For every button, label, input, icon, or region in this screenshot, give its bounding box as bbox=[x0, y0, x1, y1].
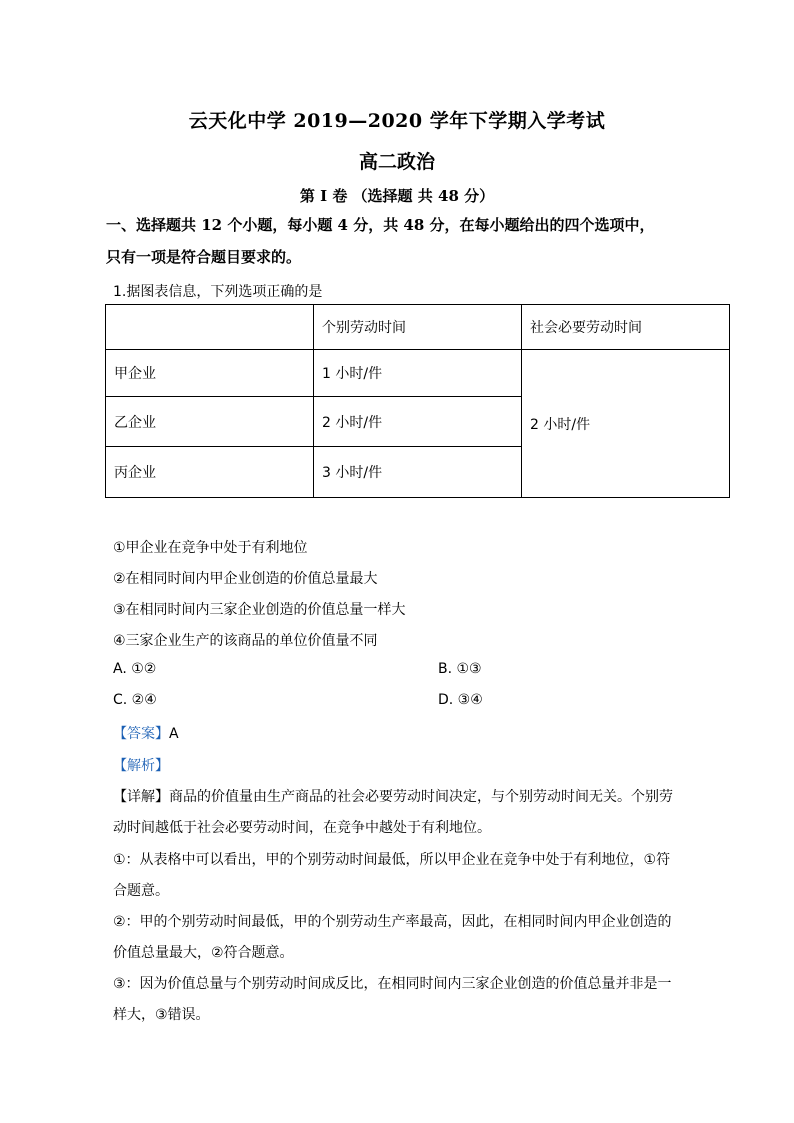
table-header-cell: 个别劳动时间 bbox=[314, 305, 522, 350]
table-cell-individual-time: 2 小时/件 bbox=[314, 397, 522, 447]
statement-2: ②在相同时间内甲企业创造的价值总量最大 bbox=[113, 571, 378, 587]
detail-tag: 【详解】 bbox=[113, 789, 169, 805]
table-cell-individual-time: 1 小时/件 bbox=[314, 350, 522, 397]
statement-1: ①甲企业在竞争中处于有利地位 bbox=[113, 540, 308, 556]
section-instruction-line-2: 只有一项是符合题目要求的。 bbox=[106, 248, 302, 266]
option-d: D. ③④ bbox=[438, 692, 483, 708]
table-cell-company: 甲企业 bbox=[106, 350, 314, 397]
detail-line-3: ①：从表格中可以看出，甲的个别劳动时间最低，所以甲企业在竞争中处于有利地位，①符 bbox=[113, 852, 671, 868]
table-row bbox=[106, 350, 730, 397]
detail-text: 商品的价值量由生产商品的社会必要劳动时间决定，与个别劳动时间无关。个别劳 bbox=[169, 789, 673, 805]
section-instruction-line-1: 一、选择题共 12 个小题，每小题 4 分，共 48 分，在每小题给出的四个选项中， bbox=[106, 216, 655, 234]
option-c: C. ②④ bbox=[113, 692, 157, 708]
table-cell-company: 丙企业 bbox=[106, 447, 314, 498]
exam-title: 云天化中学 2019—2020 学年下学期入学考试 bbox=[188, 110, 606, 132]
table-header-row bbox=[106, 305, 730, 350]
answer-line bbox=[113, 723, 179, 743]
table-cell-social-time: 2 小时/件 bbox=[522, 350, 730, 498]
detail-line-1 bbox=[113, 786, 673, 806]
detail-line-4: 合题意。 bbox=[113, 883, 169, 899]
table-header-cell bbox=[106, 305, 314, 350]
analysis-line bbox=[113, 755, 169, 775]
question-stem: 1.据图表信息，下列选项正确的是 bbox=[113, 284, 323, 300]
detail-line-5: ②：甲的个别劳动时间最低，甲的个别劳动生产率最高，因此，在相同时间内甲企业创造的 bbox=[113, 914, 672, 930]
analysis-tag: 【解析】 bbox=[113, 758, 169, 774]
statement-3: ③在相同时间内三家企业创造的价值总量一样大 bbox=[113, 602, 406, 618]
statement-4: ④三家企业生产的该商品的单位价值量不同 bbox=[113, 633, 378, 649]
answer-value: A bbox=[169, 726, 179, 742]
answer-tag: 【答案】 bbox=[113, 726, 169, 742]
table-cell-individual-time: 3 小时/件 bbox=[314, 447, 522, 498]
detail-line-8: 样大，③错误。 bbox=[113, 1007, 210, 1023]
table-header-cell: 社会必要劳动时间 bbox=[522, 305, 730, 350]
table-cell-company: 乙企业 bbox=[106, 397, 314, 447]
detail-line-2: 动时间越低于社会必要劳动时间，在竞争中越处于有利地位。 bbox=[113, 820, 491, 836]
option-a: A. ①② bbox=[113, 661, 157, 677]
exam-subject: 高二政治 bbox=[358, 151, 435, 173]
option-b: B. ①③ bbox=[438, 661, 482, 677]
detail-line-7: ③：因为价值总量与个别劳动时间成反比，在相同时间内三家企业创造的价值总量并非是一 bbox=[113, 976, 672, 992]
part-heading: 第 I 卷 （选择题 共 48 分） bbox=[299, 187, 495, 205]
data-table bbox=[105, 304, 730, 498]
detail-line-6: 价值总量最大，②符合题意。 bbox=[113, 945, 294, 961]
